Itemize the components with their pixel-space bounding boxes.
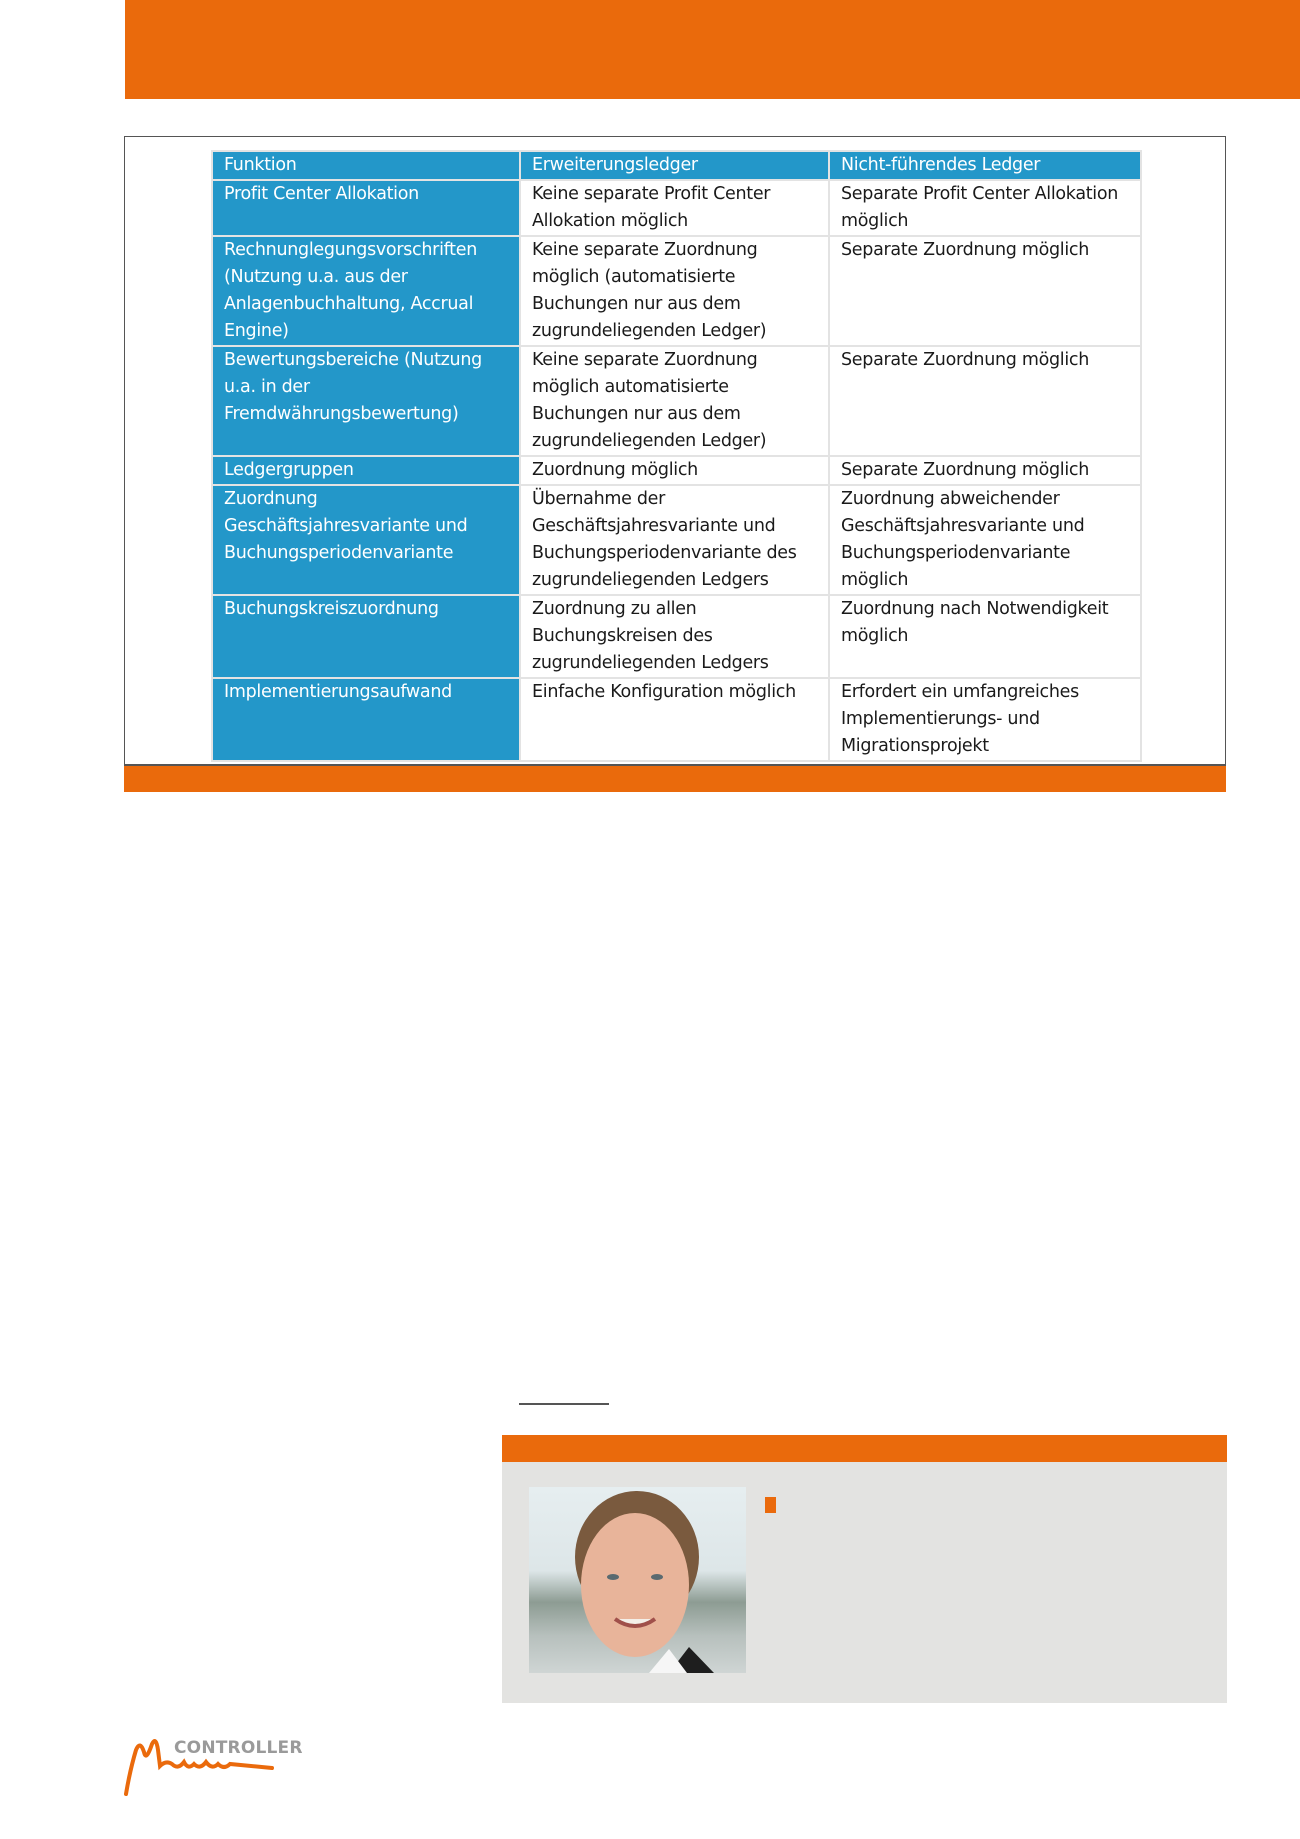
table-row [212,346,1141,456]
left-eye [607,1574,619,1580]
extension-ledger-cell: Zuordnung zu allen Buchungskreisen des zugrundeliegenden Ledgers [520,595,829,678]
table-footer-strip [124,766,1226,792]
table-header-row [212,151,1141,180]
portrait-image [529,1487,746,1673]
non-leading-ledger-cell: Zuordnung nach Notwendigkeit möglich [829,595,1141,678]
header-bar [125,0,1300,99]
table-row [212,485,1141,595]
author-box [502,1435,1227,1703]
table-row [212,678,1141,761]
function-cell: Zuordnung Geschäftsjahresvariante und Buchungsperiodenvariante [212,485,520,595]
extension-ledger-cell: Keine separate Profit Center Allokation möglich [520,180,829,236]
table-row [212,456,1141,485]
table-row [212,180,1141,236]
footnote-divider [519,1403,609,1405]
extension-ledger-cell: Keine separate Zuordnung möglich automatisierte Buchungen nur aus dem zugrundeliegenden Ledger) [520,346,829,456]
non-leading-ledger-cell: Separate Zuordnung möglich [829,346,1141,456]
function-cell: Implementierungsaufwand [212,678,520,761]
bullet-square-icon [765,1497,776,1513]
face-shape [581,1513,689,1657]
logo-wordmark: CONTROLLER [174,1738,303,1758]
header-nicht-fuehrendes-ledger: Nicht-führendes Ledger [829,151,1141,180]
function-cell: Ledgergruppen [212,456,520,485]
extension-ledger-cell: Zuordnung möglich [520,456,829,485]
non-leading-ledger-cell: Erfordert ein umfangreiches Implementierungs- und Migrationsprojekt [829,678,1141,761]
author-box-header [502,1435,1227,1462]
function-cell: Rechnunglegungsvorschriften (Nutzung u.a. aus der Anlagenbuchhaltung, Accrual Engine) [212,236,520,346]
extension-ledger-cell: Einfache Konfiguration möglich [520,678,829,761]
non-leading-ledger-cell: Separate Profit Center Allokation möglich [829,180,1141,236]
right-eye [651,1574,663,1580]
function-cell: Profit Center Allokation [212,180,520,236]
comparison-table [211,150,1142,762]
extension-ledger-cell: Keine separate Zuordnung möglich (automatisierte Buchungen nur aus dem zugrundeliegenden Ledger) [520,236,829,346]
table-row [212,595,1141,678]
function-cell: Buchungskreiszuordnung [212,595,520,678]
table-row [212,236,1141,346]
controller-magazin-logo [122,1730,303,1800]
author-photo [529,1487,746,1673]
header-erweiterungsledger: Erweiterungsledger [520,151,829,180]
extension-ledger-cell: Übernahme der Geschäftsjahresvariante und Buchungsperiodenvariante des zugrundeliegenden Ledgers [520,485,829,595]
non-leading-ledger-cell: Separate Zuordnung möglich [829,456,1141,485]
function-cell: Bewertungsbereiche (Nutzung u.a. in der Fremdwährungsbewertung) [212,346,520,456]
non-leading-ledger-cell: Zuordnung abweichender Geschäftsjahresvariante und Buchungsperiodenvariante möglich [829,485,1141,595]
non-leading-ledger-cell: Separate Zuordnung möglich [829,236,1141,346]
header-funktion: Funktion [212,151,520,180]
